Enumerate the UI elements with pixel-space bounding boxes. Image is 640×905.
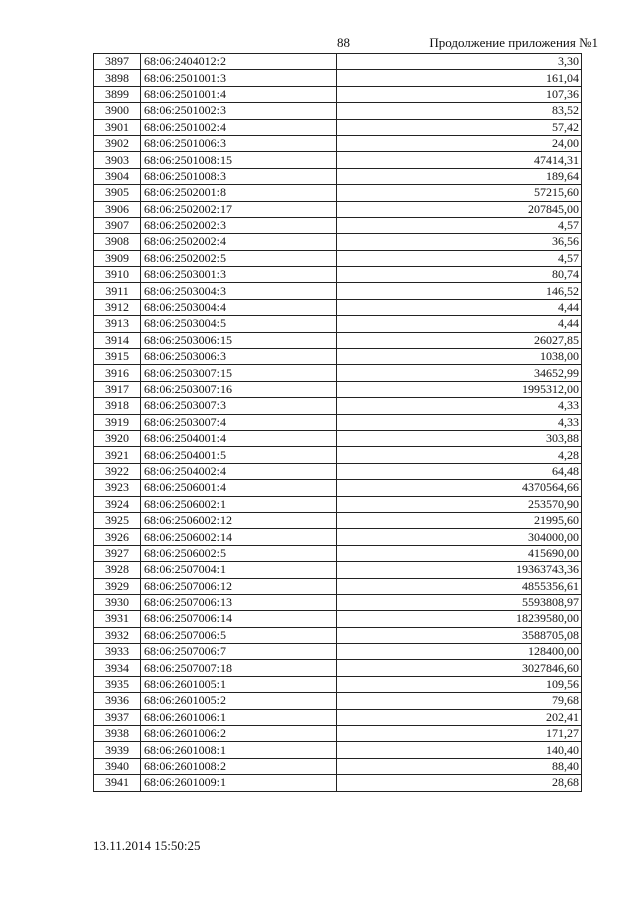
row-number: 3913	[94, 316, 141, 332]
row-number: 3930	[94, 594, 141, 610]
row-value: 57,42	[337, 119, 582, 135]
row-number: 3934	[94, 660, 141, 676]
row-number: 3908	[94, 234, 141, 250]
cadastral-number: 68:06:2601006:1	[141, 709, 337, 725]
row-number: 3937	[94, 709, 141, 725]
cadastral-number: 68:06:2601008:1	[141, 742, 337, 758]
table-row	[94, 217, 582, 233]
row-value: 140,40	[337, 742, 582, 758]
row-number: 3921	[94, 447, 141, 463]
row-value: 3,30	[337, 54, 582, 70]
cadastral-number: 68:06:2507006:12	[141, 578, 337, 594]
table-row	[94, 135, 582, 151]
table-row	[94, 693, 582, 709]
row-value: 207845,00	[337, 201, 582, 217]
row-value: 19363743,36	[337, 562, 582, 578]
table-row	[94, 250, 582, 266]
cadastral-number: 68:06:2507007:18	[141, 660, 337, 676]
row-value: 304000,00	[337, 529, 582, 545]
row-number: 3907	[94, 217, 141, 233]
table-row	[94, 299, 582, 315]
table-row	[94, 283, 582, 299]
table-row	[94, 168, 582, 184]
table-row	[94, 676, 582, 692]
row-number: 3903	[94, 152, 141, 168]
row-number: 3901	[94, 119, 141, 135]
row-number: 3897	[94, 54, 141, 70]
table-row	[94, 562, 582, 578]
table-row	[94, 611, 582, 627]
row-number: 3935	[94, 676, 141, 692]
row-number: 3918	[94, 398, 141, 414]
table-row	[94, 463, 582, 479]
table-row	[94, 398, 582, 414]
row-value: 4,57	[337, 217, 582, 233]
row-number: 3909	[94, 250, 141, 266]
cadastral-number: 68:06:2503007:16	[141, 381, 337, 397]
cadastral-number: 68:06:2503007:3	[141, 398, 337, 414]
cadastral-number: 68:06:2503007:15	[141, 365, 337, 381]
row-value: 161,04	[337, 70, 582, 86]
table-row	[94, 627, 582, 643]
row-value: 21995,60	[337, 512, 582, 528]
table-row	[94, 70, 582, 86]
row-value: 36,56	[337, 234, 582, 250]
cadastral-number: 68:06:2601005:1	[141, 676, 337, 692]
row-number: 3931	[94, 611, 141, 627]
row-number: 3905	[94, 185, 141, 201]
row-value: 189,64	[337, 168, 582, 184]
cadastral-number: 68:06:2601006:2	[141, 726, 337, 742]
row-value: 5593808,97	[337, 594, 582, 610]
row-number: 3920	[94, 430, 141, 446]
row-value: 80,74	[337, 267, 582, 283]
table-row	[94, 545, 582, 561]
cadastral-number: 68:06:2501001:3	[141, 70, 337, 86]
cadastral-number: 68:06:2506002:5	[141, 545, 337, 561]
cadastral-number: 68:06:2503006:3	[141, 349, 337, 365]
table-row	[94, 758, 582, 774]
table-row	[94, 381, 582, 397]
row-number: 3924	[94, 496, 141, 512]
row-value: 47414,31	[337, 152, 582, 168]
cadastral-number: 68:06:2506002:14	[141, 529, 337, 545]
table-row	[94, 726, 582, 742]
row-value: 3588705,08	[337, 627, 582, 643]
table-row	[94, 644, 582, 660]
table-row	[94, 332, 582, 348]
row-number: 3927	[94, 545, 141, 561]
table-row	[94, 349, 582, 365]
cadastral-number: 68:06:2501008:3	[141, 168, 337, 184]
row-value: 79,68	[337, 693, 582, 709]
cadastral-number: 68:06:2404012:2	[141, 54, 337, 70]
row-number: 3916	[94, 365, 141, 381]
cadastral-number: 68:06:2504001:5	[141, 447, 337, 463]
row-number: 3923	[94, 480, 141, 496]
cadastral-number: 68:06:2503001:3	[141, 267, 337, 283]
table-row	[94, 512, 582, 528]
table-row	[94, 119, 582, 135]
row-value: 109,56	[337, 676, 582, 692]
page-number: 88	[337, 35, 350, 50]
cadastral-number: 68:06:2503004:3	[141, 283, 337, 299]
table-row	[94, 775, 582, 791]
cadastral-number: 68:06:2501001:4	[141, 86, 337, 102]
row-number: 3917	[94, 381, 141, 397]
table-row	[94, 86, 582, 102]
row-number: 3914	[94, 332, 141, 348]
row-value: 171,27	[337, 726, 582, 742]
row-number: 3925	[94, 512, 141, 528]
table-row	[94, 201, 582, 217]
table-row	[94, 742, 582, 758]
row-value: 4,44	[337, 299, 582, 315]
cadastral-number: 68:06:2503004:4	[141, 299, 337, 315]
cadastral-number: 68:06:2601008:2	[141, 758, 337, 774]
cadastral-number: 68:06:2507006:5	[141, 627, 337, 643]
row-number: 3902	[94, 135, 141, 151]
table-row	[94, 496, 582, 512]
row-value: 4,28	[337, 447, 582, 463]
row-value: 4855356,61	[337, 578, 582, 594]
table-row	[94, 152, 582, 168]
cadastral-number: 68:06:2502002:4	[141, 234, 337, 250]
cadastral-number: 68:06:2504001:4	[141, 430, 337, 446]
cadastral-number: 68:06:2501002:3	[141, 103, 337, 119]
row-number: 3906	[94, 201, 141, 217]
cadastral-number: 68:06:2501002:4	[141, 119, 337, 135]
cadastral-number: 68:06:2503007:4	[141, 414, 337, 430]
row-number: 3936	[94, 693, 141, 709]
row-value: 146,52	[337, 283, 582, 299]
row-value: 64,48	[337, 463, 582, 479]
cadastral-number: 68:06:2502002:5	[141, 250, 337, 266]
cadastral-number: 68:06:2502002:17	[141, 201, 337, 217]
cadastral-number: 68:06:2503006:15	[141, 332, 337, 348]
row-number: 3939	[94, 742, 141, 758]
row-number: 3915	[94, 349, 141, 365]
table-row	[94, 234, 582, 250]
row-value: 88,40	[337, 758, 582, 774]
cadastral-number: 68:06:2501006:3	[141, 135, 337, 151]
row-value: 128400,00	[337, 644, 582, 660]
row-value: 83,52	[337, 103, 582, 119]
table-row	[94, 267, 582, 283]
row-number: 3910	[94, 267, 141, 283]
cadastral-number: 68:06:2507004:1	[141, 562, 337, 578]
cadastral-number: 68:06:2601005:2	[141, 693, 337, 709]
row-value: 18239580,00	[337, 611, 582, 627]
table-row	[94, 529, 582, 545]
row-value: 4370564,66	[337, 480, 582, 496]
row-number: 3912	[94, 299, 141, 315]
row-number: 3941	[94, 775, 141, 791]
table-row	[94, 185, 582, 201]
timestamp: 13.11.2014 15:50:25	[93, 838, 201, 853]
table-row	[94, 660, 582, 676]
cadastral-number: 68:06:2507006:7	[141, 644, 337, 660]
table-row	[94, 414, 582, 430]
row-number: 3922	[94, 463, 141, 479]
row-value: 303,88	[337, 430, 582, 446]
continuation-title: Продолжение приложения №1	[429, 35, 598, 50]
row-number: 3929	[94, 578, 141, 594]
table-row	[94, 54, 582, 70]
row-value: 4,33	[337, 398, 582, 414]
row-value: 1995312,00	[337, 381, 582, 397]
cadastral-number: 68:06:2507006:14	[141, 611, 337, 627]
row-value: 1038,00	[337, 349, 582, 365]
table-row	[94, 480, 582, 496]
cadastral-number: 68:06:2601009:1	[141, 775, 337, 791]
row-value: 26027,85	[337, 332, 582, 348]
row-number: 3926	[94, 529, 141, 545]
table-row	[94, 316, 582, 332]
table-row	[94, 447, 582, 463]
row-value: 3027846,60	[337, 660, 582, 676]
table-row	[94, 594, 582, 610]
row-number: 3911	[94, 283, 141, 299]
row-number: 3938	[94, 726, 141, 742]
table-row	[94, 578, 582, 594]
row-number: 3900	[94, 103, 141, 119]
row-value: 202,41	[337, 709, 582, 725]
row-number: 3932	[94, 627, 141, 643]
row-value: 4,33	[337, 414, 582, 430]
table-row	[94, 103, 582, 119]
row-value: 4,57	[337, 250, 582, 266]
row-number: 3919	[94, 414, 141, 430]
row-number: 3904	[94, 168, 141, 184]
cadastral-table	[93, 53, 582, 792]
cadastral-number: 68:06:2503004:5	[141, 316, 337, 332]
row-value: 34652,99	[337, 365, 582, 381]
cadastral-number: 68:06:2507006:13	[141, 594, 337, 610]
row-value: 107,36	[337, 86, 582, 102]
row-number: 3898	[94, 70, 141, 86]
row-number: 3928	[94, 562, 141, 578]
cadastral-number: 68:06:2501008:15	[141, 152, 337, 168]
row-value: 28,68	[337, 775, 582, 791]
table-body	[94, 54, 582, 792]
row-number: 3899	[94, 86, 141, 102]
cadastral-number: 68:06:2506002:1	[141, 496, 337, 512]
row-value: 57215,60	[337, 185, 582, 201]
table-row	[94, 365, 582, 381]
cadastral-number: 68:06:2502001:8	[141, 185, 337, 201]
cadastral-number: 68:06:2506001:4	[141, 480, 337, 496]
row-number: 3940	[94, 758, 141, 774]
table-row	[94, 709, 582, 725]
row-value: 4,44	[337, 316, 582, 332]
row-value: 24,00	[337, 135, 582, 151]
row-value: 253570,90	[337, 496, 582, 512]
row-number: 3933	[94, 644, 141, 660]
cadastral-number: 68:06:2504002:4	[141, 463, 337, 479]
cadastral-number: 68:06:2502002:3	[141, 217, 337, 233]
cadastral-number: 68:06:2506002:12	[141, 512, 337, 528]
row-value: 415690,00	[337, 545, 582, 561]
table-row	[94, 430, 582, 446]
